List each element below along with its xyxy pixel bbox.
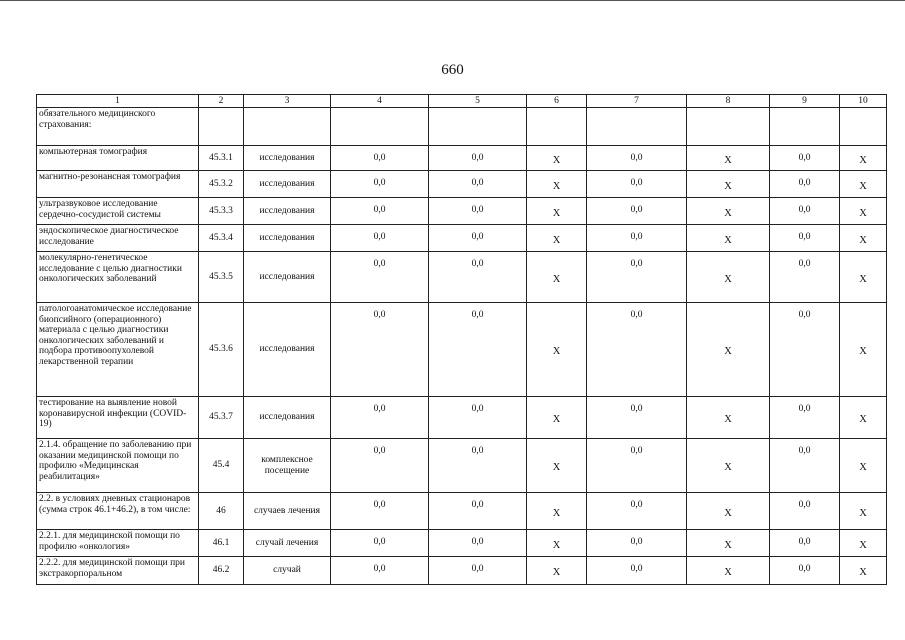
row-value-7: 0,0 xyxy=(587,171,687,198)
row-value-5: 0,0 xyxy=(429,198,527,225)
table-row xyxy=(37,493,887,530)
row-unit: исследования xyxy=(244,397,331,439)
row-value-10: Х xyxy=(840,397,887,439)
column-header: 5 xyxy=(429,95,527,108)
row-value-9: 0,0 xyxy=(770,252,840,303)
row-value-6: Х xyxy=(527,439,587,493)
table-row xyxy=(37,198,887,225)
row-value-4: 0,0 xyxy=(331,530,429,557)
row-name: тестирование на выявление новой коронавирусной инфекции (COVID-19) xyxy=(37,397,199,439)
row-value-9: 0,0 xyxy=(770,198,840,225)
row-value-9: 0,0 xyxy=(770,493,840,530)
row-code: 45.3.1 xyxy=(199,146,244,171)
row-value-7: 0,0 xyxy=(587,198,687,225)
row-value-6: Х xyxy=(527,530,587,557)
row-value-7: 0,0 xyxy=(587,397,687,439)
column-header: 8 xyxy=(687,95,770,108)
row-value-10 xyxy=(840,108,887,146)
row-value-10: Х xyxy=(840,439,887,493)
row-value-4 xyxy=(331,108,429,146)
row-unit: случаев лечения xyxy=(244,493,331,530)
row-code: 46.2 xyxy=(199,557,244,585)
row-value-5: 0,0 xyxy=(429,303,527,397)
row-value-8 xyxy=(687,108,770,146)
row-value-4: 0,0 xyxy=(331,198,429,225)
scan-top-edge xyxy=(0,0,905,1)
table-row xyxy=(37,397,887,439)
row-value-9: 0,0 xyxy=(770,397,840,439)
table-row xyxy=(37,557,887,585)
row-name: 2.1.4. обращение по заболеванию при оказании медицинской помощи по профилю «Медицинская реабилитация» xyxy=(37,439,199,493)
row-value-8: Х xyxy=(687,303,770,397)
row-value-10: Х xyxy=(840,303,887,397)
row-value-5: 0,0 xyxy=(429,225,527,252)
row-value-5: 0,0 xyxy=(429,493,527,530)
row-name: 2.2.2. для медицинской помощи при экстракорпоральном xyxy=(37,557,199,585)
row-value-6: Х xyxy=(527,252,587,303)
column-header: 6 xyxy=(527,95,587,108)
row-value-8: Х xyxy=(687,198,770,225)
row-unit: комплексное посещение xyxy=(244,439,331,493)
row-value-5: 0,0 xyxy=(429,557,527,585)
table-row xyxy=(37,225,887,252)
row-value-4: 0,0 xyxy=(331,397,429,439)
row-value-7: 0,0 xyxy=(587,252,687,303)
row-name: 2.2.1. для медицинской помощи по профилю «онкология» xyxy=(37,530,199,557)
row-value-7: 0,0 xyxy=(587,303,687,397)
row-value-9: 0,0 xyxy=(770,171,840,198)
row-value-10: Х xyxy=(840,225,887,252)
row-value-7: 0,0 xyxy=(587,439,687,493)
column-header: 4 xyxy=(331,95,429,108)
row-unit: исследования xyxy=(244,225,331,252)
table-row xyxy=(37,530,887,557)
row-name: эндоскопическое диагностическое исследование xyxy=(37,225,199,252)
row-name: компьютерная томография xyxy=(37,146,199,171)
row-value-5: 0,0 xyxy=(429,171,527,198)
row-code: 46 xyxy=(199,493,244,530)
row-code: 45.3.4 xyxy=(199,225,244,252)
row-code: 45.3.2 xyxy=(199,171,244,198)
row-value-7: 0,0 xyxy=(587,225,687,252)
row-value-9: 0,0 xyxy=(770,225,840,252)
row-value-7: 0,0 xyxy=(587,557,687,585)
column-header: 9 xyxy=(770,95,840,108)
row-name: ультразвуковое исследование сердечно-сосудистой системы xyxy=(37,198,199,225)
row-value-8: Х xyxy=(687,439,770,493)
table-row xyxy=(37,303,887,397)
row-value-8: Х xyxy=(687,146,770,171)
row-name: патологоанатомическое исследование биопсийного (операционного) материала с целью диагностики онкологических заболеваний и подбора противоопухолевой лекарственной терапии xyxy=(37,303,199,397)
row-value-10: Х xyxy=(840,146,887,171)
row-value-10: Х xyxy=(840,198,887,225)
row-code: 45.3.3 xyxy=(199,198,244,225)
row-value-8: Х xyxy=(687,493,770,530)
row-value-9: 0,0 xyxy=(770,530,840,557)
row-value-4: 0,0 xyxy=(331,225,429,252)
row-value-8: Х xyxy=(687,397,770,439)
column-header: 2 xyxy=(199,95,244,108)
row-value-6: Х xyxy=(527,171,587,198)
data-table xyxy=(36,94,887,585)
row-value-9: 0,0 xyxy=(770,146,840,171)
row-unit: исследования xyxy=(244,198,331,225)
table-row xyxy=(37,252,887,303)
header-row xyxy=(37,95,887,108)
row-unit: случай xyxy=(244,557,331,585)
table-row xyxy=(37,439,887,493)
row-value-6: Х xyxy=(527,493,587,530)
row-code xyxy=(199,108,244,146)
row-value-7: 0,0 xyxy=(587,146,687,171)
row-value-5 xyxy=(429,108,527,146)
row-value-6 xyxy=(527,108,587,146)
row-unit: исследования xyxy=(244,252,331,303)
row-value-10: Х xyxy=(840,252,887,303)
row-value-7: 0,0 xyxy=(587,530,687,557)
row-name: магнитно-резонансная томография xyxy=(37,171,199,198)
row-value-10: Х xyxy=(840,493,887,530)
table-row xyxy=(37,108,887,146)
row-value-9 xyxy=(770,108,840,146)
row-name: молекулярно-генетическое исследование с целью диагностики онкологических заболеваний xyxy=(37,252,199,303)
row-value-8: Х xyxy=(687,530,770,557)
table-row xyxy=(37,146,887,171)
row-value-4: 0,0 xyxy=(331,493,429,530)
row-value-4: 0,0 xyxy=(331,252,429,303)
row-value-8: Х xyxy=(687,557,770,585)
row-value-9: 0,0 xyxy=(770,303,840,397)
row-value-6: Х xyxy=(527,146,587,171)
row-value-8: Х xyxy=(687,171,770,198)
row-value-10: Х xyxy=(840,557,887,585)
row-value-4: 0,0 xyxy=(331,439,429,493)
row-unit: случай лечения xyxy=(244,530,331,557)
row-value-4: 0,0 xyxy=(331,557,429,585)
row-value-10: Х xyxy=(840,530,887,557)
row-unit: исследования xyxy=(244,303,331,397)
row-code: 45.3.5 xyxy=(199,252,244,303)
row-name: обязательного медицинского страхования: xyxy=(37,108,199,146)
row-value-7 xyxy=(587,108,687,146)
row-unit: исследования xyxy=(244,146,331,171)
row-unit xyxy=(244,108,331,146)
row-value-8: Х xyxy=(687,225,770,252)
row-code: 45.4 xyxy=(199,439,244,493)
column-header: 3 xyxy=(244,95,331,108)
row-value-6: Х xyxy=(527,225,587,252)
row-name: 2.2. в условиях дневных стационаров (сумма строк 46.1+46.2), в том числе: xyxy=(37,493,199,530)
row-value-6: Х xyxy=(527,397,587,439)
column-header: 7 xyxy=(587,95,687,108)
row-unit: исследования xyxy=(244,171,331,198)
row-value-5: 0,0 xyxy=(429,439,527,493)
column-header: 10 xyxy=(840,95,887,108)
row-code: 45.3.7 xyxy=(199,397,244,439)
row-value-7: 0,0 xyxy=(587,493,687,530)
row-value-6: Х xyxy=(527,303,587,397)
row-code: 46.1 xyxy=(199,530,244,557)
row-value-6: Х xyxy=(527,557,587,585)
row-value-5: 0,0 xyxy=(429,530,527,557)
row-value-8: Х xyxy=(687,252,770,303)
row-value-5: 0,0 xyxy=(429,397,527,439)
row-value-10: Х xyxy=(840,171,887,198)
row-code: 45.3.6 xyxy=(199,303,244,397)
row-value-4: 0,0 xyxy=(331,146,429,171)
row-value-9: 0,0 xyxy=(770,439,840,493)
row-value-5: 0,0 xyxy=(429,252,527,303)
row-value-4: 0,0 xyxy=(331,303,429,397)
row-value-9: 0,0 xyxy=(770,557,840,585)
column-header: 1 xyxy=(37,95,199,108)
row-value-5: 0,0 xyxy=(429,146,527,171)
page-number: 660 xyxy=(441,62,464,78)
row-value-4: 0,0 xyxy=(331,171,429,198)
table-row xyxy=(37,171,887,198)
row-value-6: Х xyxy=(527,198,587,225)
